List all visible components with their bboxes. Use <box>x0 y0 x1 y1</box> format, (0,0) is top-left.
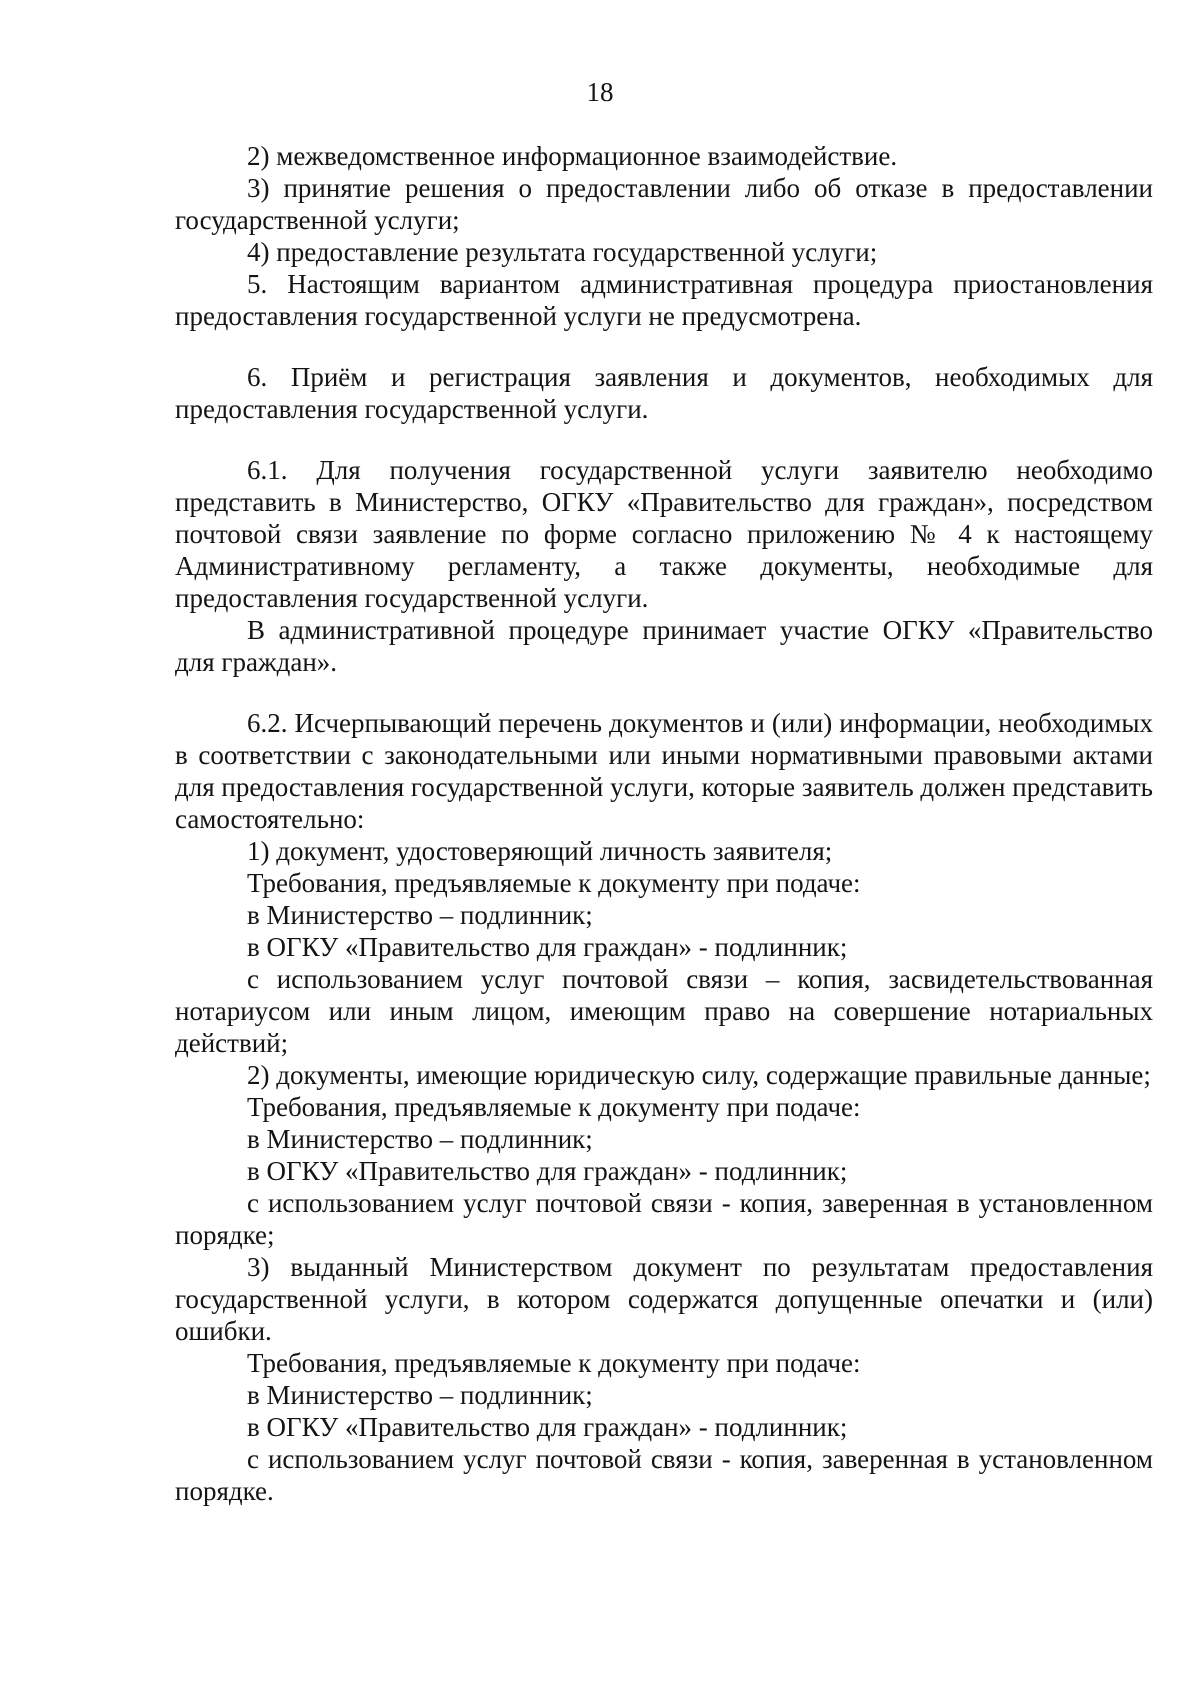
requirement-ogku: в ОГКУ «Правительство для граждан» - подлинник; <box>247 932 848 962</box>
doc-item-2: 2) документы, имеющие юридическую силу, содержащие правильные данные; <box>247 1060 1151 1090</box>
requirement-ministry: в Министерство – подлинник; <box>247 1380 593 1410</box>
doc-item-1: 1) документ, удостоверяющий личность заявителя; <box>247 836 833 866</box>
paragraph-gap <box>175 332 1153 361</box>
doc-item-3: 3) выданный Министерством документ по результатам предоставления государственной услуги, в котором содержатся допущенные опечатки и (или) ошибки. <box>175 1252 1153 1346</box>
requirements-heading: Требования, предъявляемые к документу при подаче: <box>247 868 861 898</box>
section-6-1: 6.1. Для получения государственной услуги заявителю необходимо представить в Министерство, ОГКУ «Правительство для граждан», посредством почтовой связи заявление по форме согласно приложению № 4 к настоящему Административному регламенту, а также документы, необходимые для предоставления государственной услуги. <box>175 455 1153 613</box>
requirement-ministry: в Министерство – подлинник; <box>247 900 593 930</box>
section-6-1-participant: В административной процедуре принимает участие ОГКУ «Правительство для граждан». <box>175 615 1153 677</box>
requirement-ogku: в ОГКУ «Правительство для граждан» - подлинник; <box>247 1156 848 1186</box>
list-item-2: 2) межведомственное информационное взаимодействие. <box>247 141 898 171</box>
section-6-heading: 6. Приём и регистрация заявления и документов, необходимых для предоставления государственной услуги. <box>175 362 1153 424</box>
requirements-heading: Требования, предъявляемые к документу при подаче: <box>247 1092 861 1122</box>
requirement-ogku: в ОГКУ «Правительство для граждан» - подлинник; <box>247 1412 848 1442</box>
paragraph-gap <box>175 678 1153 707</box>
page-number: 18 <box>586 77 614 107</box>
list-item-4: 4) предоставление результата государственной услуги; <box>247 237 878 267</box>
list-item-3: 3) принятие решения о предоставлении либо об отказе в предоставлении государственной услуги; <box>175 173 1153 235</box>
document-body <box>175 140 1153 1507</box>
requirement-post: с использованием услуг почтовой связи - копия, заверенная в установленном порядке; <box>175 1188 1153 1250</box>
section-5: 5. Настоящим вариантом административная процедура приостановления предоставления государственной услуги не предусмотрена. <box>175 269 1153 331</box>
requirements-heading: Требования, предъявляемые к документу при подаче: <box>247 1348 861 1378</box>
requirement-ministry: в Министерство – подлинник; <box>247 1124 593 1154</box>
requirement-post: с использованием услуг почтовой связи – копия, засвидетельствованная нотариусом или иным лицом, имеющим право на совершение нотариальных действий; <box>175 964 1153 1058</box>
paragraph-gap <box>175 425 1153 454</box>
requirement-post: с использованием услуг почтовой связи - копия, заверенная в установленном порядке. <box>175 1444 1153 1506</box>
section-6-2: 6.2. Исчерпывающий перечень документов и (или) информации, необходимых в соответствии с законодательными или иными нормативными правовыми актами для предоставления государственной услуги, которые заявитель должен представить самостоятельно: <box>175 708 1153 834</box>
